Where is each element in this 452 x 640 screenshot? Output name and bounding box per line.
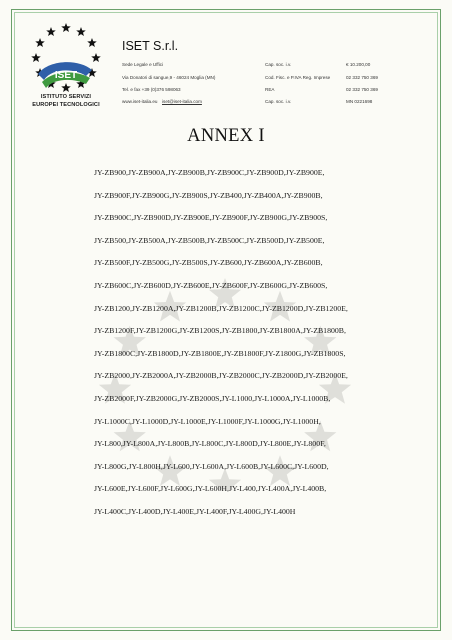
model-list xyxy=(94,162,394,524)
model-list-line: JY-ZB1200F,JY-ZB1200G,JY-ZB1200S,JY-ZB1800,JY-ZB1800A,JY-ZB1800B, xyxy=(94,326,346,336)
institute-name-line2: EUROPEI TECNOLOGICI xyxy=(32,102,100,108)
header-mid-line-2: Cod. Fisc. e P.IVA Reg. Imprese xyxy=(265,75,331,80)
company-name: ISET S.r.l. xyxy=(122,39,179,53)
header-right-line-2: 02 332 750 369 xyxy=(346,75,378,80)
header-mid-line-3: REA xyxy=(265,87,275,92)
annex-title: ANNEX I xyxy=(187,126,265,146)
model-list-line: JY-ZB2000F,JY-ZB2000G,JY-ZB2000S,JY-L1000,JY-L1000A,JY-L1000B, xyxy=(94,393,331,403)
model-list-line: JY-L600E,JY-L600F,JY-L600G,JY-L600H,JY-L400,JY-L400A,JY-L400B, xyxy=(94,484,327,494)
model-list-line: JY-L400C,JY-L400D,JY-L400E,JY-L400F,JY-L400G,JY-L400H xyxy=(94,506,296,516)
header-mid-line-1: Cap. soc. i.v. xyxy=(265,62,292,67)
model-list-line: JY-ZB1800C,JY-ZB1800D,JY-ZB1800E,JY-ZB1800F,JY-Z1800G,JY-ZB1800S, xyxy=(94,348,346,358)
website-link[interactable]: www.iset-italia.eu xyxy=(122,99,158,104)
logo-star xyxy=(91,53,101,62)
header-right-line-3: 02 332 750 369 xyxy=(346,87,378,92)
logo-letters: ISET xyxy=(54,70,78,81)
model-list-line: JY-L1000C,JY-L1000D,JY-L1000E,JY-L1000F,JY-L1000G,JY-L1000H, xyxy=(94,416,321,426)
logo-star xyxy=(76,27,86,36)
header-left-line-1: Sede Legale e Uffici xyxy=(122,62,164,67)
logo-star xyxy=(46,27,56,36)
model-list-line: JY-L800G,JY-L800H,JY-L600,JY-L600A,JY-L600B,JY-L600C,JY-L600D, xyxy=(94,461,329,471)
model-list-line: JY-L800,JY-L800A,JY-L800B,JY-L800C,JY-L800D,JY-L800E,JY-L800F, xyxy=(94,439,326,449)
header-right-line-4: MN 0221698 xyxy=(346,99,373,104)
institute-name-line1: ISTITUTO SERVIZI xyxy=(40,94,92,100)
model-list-line: JY-ZB1200,JY-ZB1200A,JY-ZB1200B,JY-ZB1200C,JY-ZB1200D,JY-ZB1200E, xyxy=(94,303,348,313)
logo-star xyxy=(31,53,41,62)
model-list-line: JY-ZB900F,JY-ZB900G,JY-ZB900S,JY-ZB400,JY-ZB400A,JY-ZB900B, xyxy=(94,190,323,200)
email-link[interactable]: iset@iset-italia.com xyxy=(162,99,202,104)
logo-star xyxy=(87,38,97,47)
model-list-line: JY-ZB600C,JY-ZB600D,JY-ZB600E,JY-ZB600F,JY-ZB600G,JY-ZB600S, xyxy=(94,280,328,290)
logo-star xyxy=(35,38,45,47)
header-mid-line-4: Cap. soc. i.v. xyxy=(265,99,292,104)
model-list-line: JY-ZB2000,JY-ZB2000A,JY-ZB2000B,JY-ZB2000C,JY-ZB2000D,JY-ZB2000E, xyxy=(94,371,348,381)
model-list-line: JY-ZB500,JY-ZB500A,JY-ZB500B,JY-ZB500C,JY-ZB500D,JY-ZB500E, xyxy=(94,235,325,245)
star-ring-icon xyxy=(31,23,101,92)
model-list-line: JY-ZB900C,JY-ZB900D,JY-ZB900E,JY-ZB900F,JY-ZB900G,JY-ZB900S, xyxy=(94,213,328,223)
header-right-line-1: € 10.200,00 xyxy=(346,62,371,67)
header-left-line-3: Tel. e fax +39 (0)376 598063 xyxy=(122,87,181,92)
model-list-line: JY-ZB900,JY-ZB900A,JY-ZB900B,JY-ZB900C,JY-ZB900D,JY-ZB900E, xyxy=(94,168,325,177)
logo-star xyxy=(61,23,71,32)
model-list-line: JY-ZB500F,JY-ZB500G,JY-ZB500S,JY-ZB600,JY-ZB600A,JY-ZB600B, xyxy=(94,258,323,268)
header-left-line-2: Via Donatori di sangue,9 - 46024 Moglia (MN) xyxy=(122,75,216,80)
logo-star xyxy=(61,83,71,92)
